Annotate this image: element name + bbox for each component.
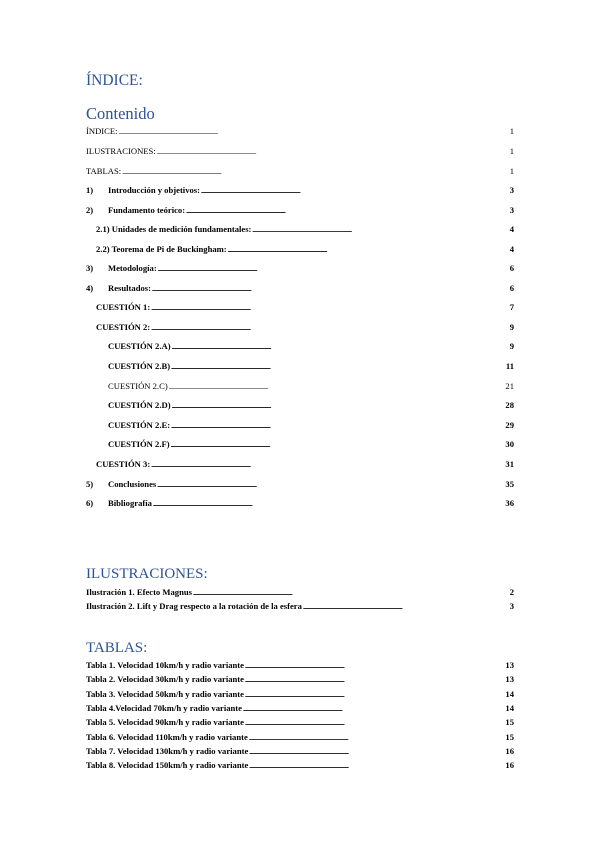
dot-leader xyxy=(245,674,504,687)
dot-leader xyxy=(249,760,504,773)
toc-entry-page-number: 6 xyxy=(509,283,514,293)
dot-leader xyxy=(157,479,504,492)
toc-entry-page-number: 15 xyxy=(505,717,514,728)
toc-entry-number: 1) xyxy=(86,185,94,195)
toc-entry[interactable] xyxy=(86,498,514,511)
toc-entry-label: Introducción y objetivos: xyxy=(108,185,200,195)
contenido-heading: Contenido xyxy=(86,104,155,123)
dot-leader xyxy=(151,302,505,315)
toc-entry-label: Tabla 1. Velocidad 10km/h y radio variante xyxy=(86,660,244,670)
toc-entry-number: 2) xyxy=(86,205,94,215)
toc-entry[interactable] xyxy=(86,660,514,673)
toc-entry[interactable] xyxy=(86,459,514,472)
toc-entry-label: CUESTIÓN 2.A) xyxy=(108,341,171,351)
dot-leader xyxy=(172,400,505,413)
toc-entry-page-number: 35 xyxy=(505,479,514,489)
dot-leader xyxy=(169,381,505,394)
toc-entry-page-number: 13 xyxy=(505,674,514,685)
toc-entry[interactable] xyxy=(86,322,514,335)
toc-entry-page-number: 1 xyxy=(509,126,514,136)
toc-entry-number: 3) xyxy=(86,263,94,273)
dot-leader xyxy=(249,746,504,759)
toc-entry-number: 6) xyxy=(86,498,94,508)
toc-entry-label: Tabla 5. Velocidad 90km/h y radio variante xyxy=(86,717,244,728)
toc-entry[interactable] xyxy=(86,732,514,745)
toc-entry[interactable] xyxy=(86,703,514,716)
toc-entry[interactable] xyxy=(86,689,514,702)
dot-leader xyxy=(153,498,504,511)
table-of-contents xyxy=(86,126,514,516)
toc-entry-label: Ilustración 2. Lift y Drag respecto a la rotación de la esfera xyxy=(86,600,302,611)
indice-heading: ÍNDICE: xyxy=(86,72,143,89)
toc-entry-label: Resultados: xyxy=(108,283,151,293)
toc-entry[interactable] xyxy=(86,361,514,374)
toc-entry-page-number: 30 xyxy=(505,439,514,449)
toc-entry-label: Metodología: xyxy=(108,263,157,273)
toc-entry[interactable] xyxy=(86,674,514,687)
toc-entry-page-number: 29 xyxy=(505,420,514,430)
toc-entry[interactable] xyxy=(86,263,514,276)
toc-entry-page-number: 3 xyxy=(509,185,514,195)
dot-leader xyxy=(245,689,504,702)
toc-entry[interactable] xyxy=(86,126,514,139)
toc-entry-page-number: 1 xyxy=(509,166,514,176)
toc-entry-page-number: 16 xyxy=(505,745,514,756)
dot-leader xyxy=(119,126,505,139)
dot-leader xyxy=(201,185,505,198)
toc-entry-label: 2.2) Teorema de Pi de Buckingham: xyxy=(96,244,227,254)
toc-entry-label: CUESTIÓN 2: xyxy=(96,322,151,332)
toc-entry-label: Tabla 2. Velocidad 30km/h y radio variante xyxy=(86,674,244,685)
toc-entry-label: Tabla 6. Velocidad 110km/h y radio variante xyxy=(86,731,248,742)
toc-entry-page-number: 11 xyxy=(505,361,514,371)
toc-entry-label: CUESTIÓN 3: xyxy=(96,459,151,469)
toc-entry-label: Bibliografía xyxy=(108,498,152,508)
toc-entry-label: Tabla 7. Velocidad 130km/h y radio variante xyxy=(86,745,249,756)
dot-leader xyxy=(151,459,504,472)
dot-leader xyxy=(186,205,505,218)
toc-entry-page-number: 13 xyxy=(505,660,514,670)
toc-entry-number: 5) xyxy=(86,479,94,489)
toc-entry[interactable] xyxy=(86,341,514,354)
toc-entry[interactable] xyxy=(86,439,514,452)
dot-leader xyxy=(245,660,504,673)
toc-entry-label: 2.1) Unidades de medición fundamentales: xyxy=(96,224,252,234)
dot-leader xyxy=(172,341,505,354)
dot-leader xyxy=(157,146,505,159)
dot-leader xyxy=(245,717,504,730)
toc-entry-label: CUESTIÓN 2.B) xyxy=(108,361,171,371)
toc-entry-page-number: 1 xyxy=(509,146,514,156)
toc-entry-page-number: 9 xyxy=(509,322,514,332)
toc-entry-page-number: 14 xyxy=(505,688,514,699)
toc-entry[interactable] xyxy=(86,746,514,759)
toc-entry-page-number: 31 xyxy=(505,459,514,469)
toc-entry-label: Tabla 4.Velocidad 70km/h y radio variante xyxy=(86,702,242,713)
toc-entry-page-number: 16 xyxy=(505,760,514,771)
toc-entry-page-number: 9 xyxy=(509,341,514,351)
toc-entry[interactable] xyxy=(86,283,514,296)
toc-entry-label: ILUSTRACIONES: xyxy=(86,146,156,156)
toc-entry-label: CUESTIÓN 1: xyxy=(96,302,151,312)
toc-entry-label: Conclusiones xyxy=(108,479,157,489)
dot-leader xyxy=(122,166,505,179)
toc-entry[interactable] xyxy=(86,760,514,773)
toc-entry-label: Ilustración 1. Efecto Magnus xyxy=(86,587,192,597)
toc-entry-label: CUESTIÓN 2.C) xyxy=(108,381,168,391)
dot-leader xyxy=(252,224,505,237)
toc-entry-label: ÍNDICE: xyxy=(86,126,118,136)
illustrations-list xyxy=(86,587,514,615)
toc-entry[interactable] xyxy=(86,381,514,394)
toc-entry-number: 4) xyxy=(86,283,94,293)
toc-entry[interactable] xyxy=(86,717,514,730)
toc-entry[interactable] xyxy=(86,224,514,237)
dot-leader xyxy=(249,732,505,745)
toc-entry-page-number: 28 xyxy=(505,400,514,410)
toc-entry-label: CUESTIÓN 2.E: xyxy=(108,420,171,430)
toc-entry[interactable] xyxy=(86,400,514,413)
dot-leader xyxy=(151,322,505,335)
toc-entry-page-number: 21 xyxy=(505,381,514,391)
toc-entry-label: Tabla 8. Velocidad 150km/h y radio variante xyxy=(86,760,249,771)
toc-entry[interactable] xyxy=(86,420,514,433)
ilustraciones-heading: ILUSTRACIONES: xyxy=(86,566,208,582)
toc-entry-page-number: 7 xyxy=(509,302,514,312)
toc-entry-page-number: 4 xyxy=(509,224,514,234)
toc-entry[interactable] xyxy=(86,587,514,600)
toc-entry-label: TABLAS: xyxy=(86,166,122,176)
toc-entry-label: Tabla 3. Velocidad 50km/h y radio variante xyxy=(86,688,244,699)
toc-entry-page-number: 14 xyxy=(505,702,514,713)
toc-entry[interactable] xyxy=(86,601,514,614)
toc-entry-page-number: 2 xyxy=(509,587,514,597)
toc-entry-page-number: 15 xyxy=(505,731,514,742)
dot-leader xyxy=(158,263,505,276)
toc-entry-page-number: 4 xyxy=(509,244,514,254)
dot-leader xyxy=(171,361,505,374)
dot-leader xyxy=(193,587,505,600)
tables-list xyxy=(86,660,514,772)
toc-entry-page-number: 6 xyxy=(509,263,514,273)
toc-entry[interactable] xyxy=(86,185,514,198)
dot-leader xyxy=(152,283,505,296)
toc-entry-label: CUESTIÓN 2.F) xyxy=(108,439,170,449)
toc-entry-label: Fundamento teórico: xyxy=(108,205,186,215)
toc-entry-page-number: 3 xyxy=(509,600,514,611)
toc-entry[interactable] xyxy=(86,205,514,218)
dot-leader xyxy=(171,439,505,452)
toc-entry[interactable] xyxy=(86,479,514,492)
toc-entry-label: CUESTIÓN 2.D) xyxy=(108,400,171,410)
tablas-heading: TABLAS: xyxy=(86,640,148,656)
dot-leader xyxy=(171,420,504,433)
toc-entry-page-number: 3 xyxy=(509,205,514,215)
dot-leader xyxy=(228,244,505,257)
toc-entry[interactable] xyxy=(86,146,514,159)
dot-leader xyxy=(243,703,504,716)
dot-leader xyxy=(303,601,505,614)
toc-entry[interactable] xyxy=(86,302,514,315)
toc-entry[interactable] xyxy=(86,244,514,257)
toc-entry[interactable] xyxy=(86,166,514,179)
toc-entry-page-number: 36 xyxy=(505,498,514,508)
